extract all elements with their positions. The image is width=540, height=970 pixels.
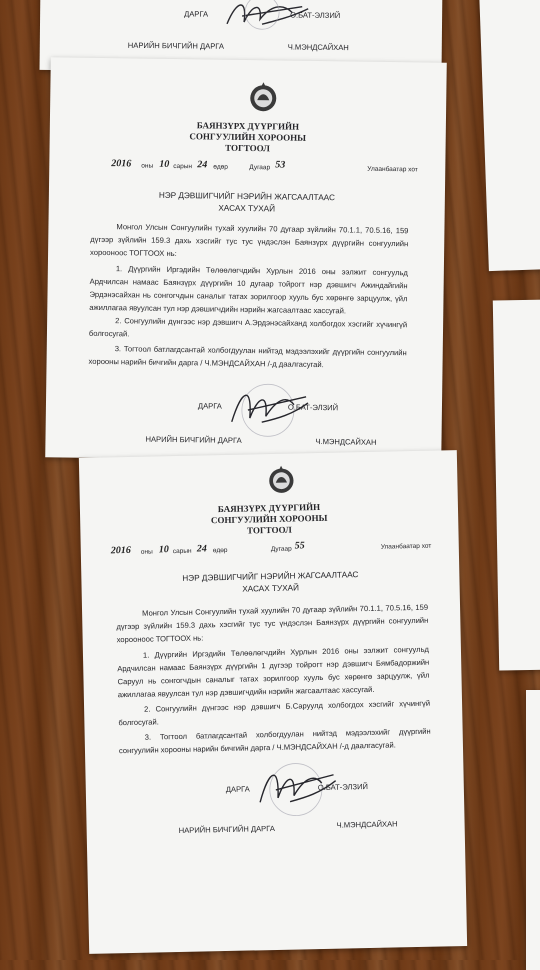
year-handwritten: 2016: [110, 544, 131, 557]
item-2-paragraph: 2. Сонгуулийн дүнгээс нэр дэвшигч А.Эрдэнэсайханд холбогдох хэсгийг хүчингүй болгосугай.: [88, 316, 408, 339]
top-sign-label: ДАРГА: [184, 9, 209, 19]
state-emblem-icon: [267, 463, 296, 496]
city-label: Улаанбаатар хот: [380, 542, 432, 551]
month-handwritten: 10: [158, 544, 169, 556]
subject-line-2: ХАСАХ ТУХАЙ: [242, 583, 300, 594]
top-secretary-label: НАРИЙН БИЧГИЙН ДАРГА: [127, 40, 225, 51]
state-emblem-icon: [248, 80, 278, 114]
header-line-3: ТОГТООЛ: [246, 524, 292, 536]
month-handwritten: 10: [159, 158, 170, 170]
header-line-2: СОНГУУЛИЙН ХОРООНЫ: [189, 131, 307, 143]
intro-paragraph: Монгол Улсын Сонгуулийн тухай хуулийн 70 дугаар зүйлийн 70.1.1, 70.5.16, 159 дүгээр зүйлийн 159.3 дахь хэсгийг тус тус үндэслэн Баянзүрх дүүргийн сонгуулийн хорооноос ТОГТООХ нь:: [116, 602, 429, 645]
header-line-2: СОНГУУЛИЙН ХОРООНЫ: [210, 512, 328, 526]
secretary-name: Ч.МЭНДСАЙХАН: [336, 819, 398, 830]
day-label: өдөр: [212, 546, 228, 555]
intro-paragraph: Монгол Улсын Сонгуулийн тухай хуулийн 70 дугаар зүйлийн 70.1.1, 70.5.16, 159 дүгээр зүйлийн 159.3 дахь хэсгийг тус тус үндэслэн Баянзүрх дүүргийн сонгуулийн хорооноос ТОГТООХ нь:: [90, 222, 409, 259]
sign-name: О.БАТ-ЭЛЗИЙ: [287, 402, 339, 413]
month-label: сарын: [172, 547, 192, 556]
subject-line-1: НЭР ДЭВШИГЧИЙГ НЭРИЙН ЖАГСААЛТААС: [158, 190, 335, 203]
month-label: сарын: [173, 162, 193, 171]
secretary-label: НАРИЙН БИЧГИЙН ДАРГА: [178, 823, 275, 836]
year-label: оны: [140, 548, 153, 556]
background-sheet-right-bottom: [526, 690, 540, 970]
year-label: оны: [141, 162, 154, 170]
top-secretary-name: Ч.МЭНДСАЙХАН: [287, 42, 349, 53]
top-sign-name: О.БАТ-ЭЛЗИЙ: [290, 10, 341, 21]
background-sheet-right-middle: [493, 300, 540, 671]
secretary-label: НАРИЙН БИЧГИЙН ДАРГА: [145, 434, 242, 445]
header-line-1: БАЯНЗҮРХ ДҮҮРГИЙН: [217, 501, 321, 515]
day-handwritten: 24: [196, 543, 207, 555]
header-line-1: БАЯНЗҮРХ ДҮҮРГИЙН: [196, 120, 300, 132]
year-handwritten: 2016: [111, 158, 132, 170]
item-3-paragraph: 3. Тогтоол батлагдсантай холбогдуулан нийтэд мэдээлэхийг дүүргийн сонгуулийн хорооны нарийн бичгийн дарга / Ч.МЭНДСАЙХАН /-д даалгасугай.: [118, 726, 431, 756]
item-2-paragraph: 2. Сонгуулийн дүнгээс нэр дэвшигч Б.Саруулд холбогдох хэсгийг хүчингүй болгосугай.: [118, 698, 431, 728]
resolution-document-1: [45, 57, 447, 462]
number-label: Дугаар: [270, 545, 292, 554]
day-handwritten: 24: [197, 159, 208, 171]
sign-label: ДАРГА: [225, 784, 250, 795]
subject-line-2: ХАСАХ ТУХАЙ: [218, 203, 276, 214]
secretary-name: Ч.МЭНДСАЙХАН: [315, 436, 377, 447]
header-line-3: ТОГТООЛ: [225, 142, 271, 154]
subject-line-1: НЭР ДЭВШИГЧИЙГ НЭРИЙН ЖАГСААЛТААС: [182, 570, 359, 583]
sign-label: ДАРГА: [197, 401, 222, 411]
number-handwritten: 53: [275, 159, 286, 171]
background-sheet-right-top: [479, 0, 540, 271]
day-label: өдөр: [213, 163, 228, 171]
number-handwritten: 55: [294, 540, 305, 552]
resolution-document-2: [79, 450, 467, 954]
number-label: Дугаар: [249, 164, 271, 172]
item-1-paragraph: 1. Дүүргийн Иргэдийн Төлөөлөгчдийн Хурлын 2016 оны ээлжит сонгуульд Ардчилсан намаас Баянзүрх дүүргийн 10 дугаар тойрогт нэр дэвшигч Ажиндайгийн Эрдэнэсайхан нь сонгогчдын саналыг татах зорилгоор хууль бус хөрөнгө зарцуулж, үйл ажиллагаа явуулсан тул нэр дэвшигчдийн нэрийн жагсаалтаас хассугай.: [89, 264, 408, 316]
item-1-paragraph: 1. Дүүргийн Иргэдийн Төлөөлөгчдийн Хурлын 2016 оны ээлжит сонгуульд Ардчилсан намаас Баянзүрх дүүргийн 1 дүгээр тойрогт нэр дэвшигч Бямбадоржийн Саруул нь сонгогчдын саналыг татах зорилгоор хууль бус хөрөнгө зарцуулж, үйл ажиллагаа явуулсан тул нэр дэвшигчдийн нэрийн жагсаалтаас хассугай.: [117, 644, 430, 700]
city-label: Улаанбаатар хот: [367, 165, 418, 174]
item-3-paragraph: 3. Тогтоол батлагдсантай холбогдуулан нийтэд мэдээлэхийг дүүргийн сонгуулийн хорооны нарийн бичгийн дарга / Ч.МЭНДСАЙХАН /-д даалгасугай.: [88, 344, 407, 370]
sign-name: О.БАТ-ЭЛЗИЙ: [317, 782, 369, 793]
